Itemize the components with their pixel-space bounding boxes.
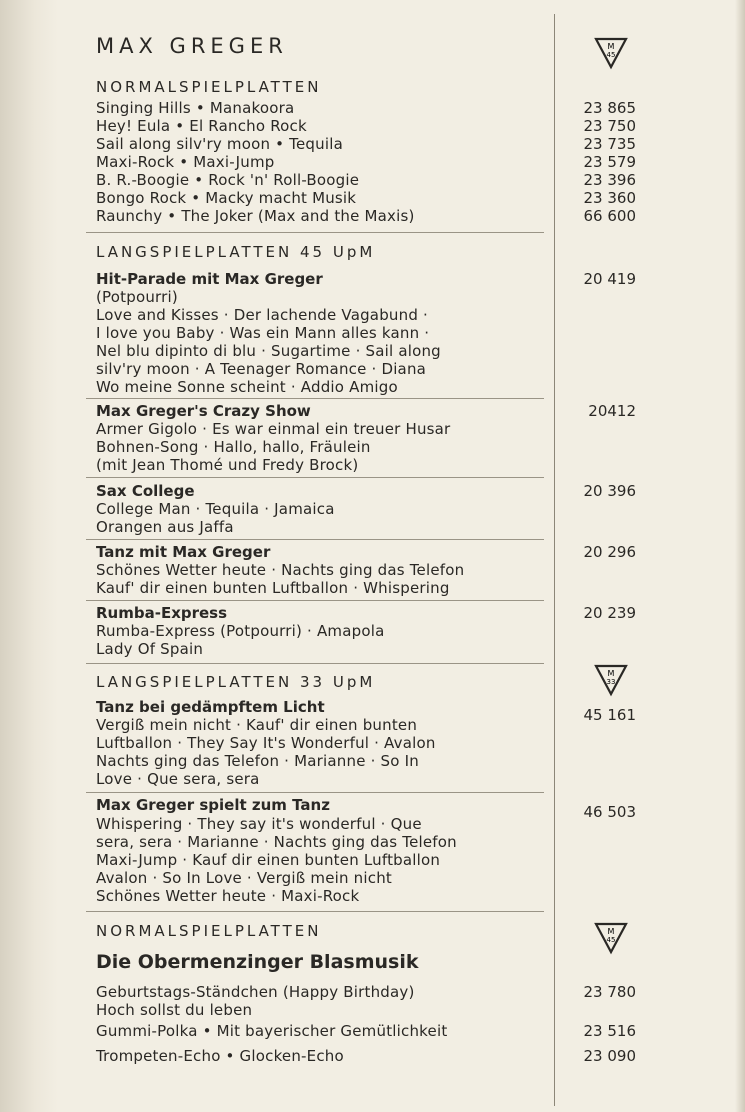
m33-logo-bottom: 33 xyxy=(606,678,616,686)
catalog-number: 66 600 xyxy=(583,207,636,225)
catalog-number: 23 735 xyxy=(583,135,636,153)
single-title: Raunchy • The Joker (Max and the Maxis) xyxy=(96,207,415,225)
separator xyxy=(86,477,544,478)
single-title: Hey! Eula • El Rancho Rock xyxy=(96,117,307,135)
catalog-number: 20 296 xyxy=(583,543,636,561)
album-track-line: sera, sera · Marianne · Nachts ging das Telefon xyxy=(96,833,457,851)
catalog-number: 23 865 xyxy=(583,99,636,117)
artist-heading: MAX GREGER xyxy=(96,34,288,58)
catalog-number: 23 090 xyxy=(583,1047,636,1065)
single-title: Singing Hills • Manakoora xyxy=(96,99,295,117)
album-track-line: Love and Kisses · Der lachende Vagabund · xyxy=(96,306,428,324)
album-track-line: Schönes Wetter heute · Nachts ging das Telefon xyxy=(96,561,465,579)
album-track-line: silv'ry moon · A Teenager Romance · Diana xyxy=(96,360,427,378)
album-track-line: Vergiß mein nicht · Kauf' dir einen bunten xyxy=(96,716,418,734)
m45-logo-top: M xyxy=(607,42,615,51)
album-track-line: Wo meine Sonne scheint · Addio Amigo xyxy=(96,378,398,396)
section2-heading: LANGSPIELPLATTEN 45 UpM xyxy=(96,243,376,261)
album-track-line: Avalon · So In Love · Vergiß mein nicht xyxy=(96,869,392,887)
album-track-line: Armer Gigolo · Es war einmal ein treuer Husar xyxy=(96,420,451,438)
album-title: Tanz mit Max Greger xyxy=(96,543,271,561)
album-track-line: I love you Baby · Was ein Mann alles kann · xyxy=(96,324,430,342)
paper-edge-left xyxy=(0,0,58,1112)
m33-logo-top: M xyxy=(607,669,615,678)
album-track-line: (mit Jean Thomé und Fredy Brock) xyxy=(96,456,359,474)
album-track-line: Orangen aus Jaffa xyxy=(96,518,234,536)
catalog-number: 23 750 xyxy=(583,117,636,135)
separator xyxy=(86,911,544,912)
separator xyxy=(86,600,544,601)
album-track-line: Maxi-Jump · Kauf dir einen bunten Luftballon xyxy=(96,851,441,869)
section3-heading: LANGSPIELPLATTEN 33 UpM xyxy=(96,673,376,691)
album-track-line: Kauf' dir einen bunten Luftballon · Whispering xyxy=(96,579,450,597)
section4-heading: NORMALSPIELPLATTEN xyxy=(96,922,322,940)
catalog-number: 20412 xyxy=(588,402,636,420)
catalog-number: 20 419 xyxy=(583,270,636,288)
m45-logo-bottom: 45 xyxy=(606,51,616,59)
single-title: Geburtstags-Ständchen (Happy Birthday) xyxy=(96,983,415,1001)
album-track-line: Rumba-Express (Potpourri) · Amapola xyxy=(96,622,385,640)
separator xyxy=(86,539,544,540)
album-title: Max Greger's Crazy Show xyxy=(96,402,311,420)
single-title: B. R.-Boogie • Rock 'n' Roll-Boogie xyxy=(96,171,360,189)
separator xyxy=(86,398,544,399)
album-track-line: Nel blu dipinto di blu · Sugartime · Sail along xyxy=(96,342,441,360)
separator xyxy=(86,232,544,233)
single-title: Sail along silv'ry moon • Tequila xyxy=(96,135,343,153)
single-title: Trompeten-Echo • Glocken-Echo xyxy=(96,1047,344,1065)
album-track-line: Whispering · They say it's wonderful · Que xyxy=(96,815,422,833)
album-track-line: Schönes Wetter heute · Maxi-Rock xyxy=(96,887,360,905)
catalog-number: 23 780 xyxy=(583,983,636,1001)
single-title: Maxi-Rock • Maxi-Jump xyxy=(96,153,275,171)
catalog-number: 23 516 xyxy=(583,1022,636,1040)
album-track-line: Nachts ging das Telefon · Marianne · So In xyxy=(96,752,419,770)
m33-logo-icon xyxy=(593,663,629,697)
catalog-number: 46 503 xyxy=(583,803,636,821)
catalog-number: 45 161 xyxy=(583,706,636,724)
separator xyxy=(86,792,544,793)
album-title: Rumba-Express xyxy=(96,604,228,622)
album-track-line: Luftballon · They Say It's Wonderful · Avalon xyxy=(96,734,436,752)
section1-heading: NORMALSPIELPLATTEN xyxy=(96,78,322,96)
separator xyxy=(86,663,544,664)
album-title: Max Greger spielt zum Tanz xyxy=(96,796,330,814)
catalog-number: 23 360 xyxy=(583,189,636,207)
album-title: Hit-Parade mit Max Greger xyxy=(96,270,323,288)
catalog-number: 20 239 xyxy=(583,604,636,622)
m45-logo-icon-2 xyxy=(593,921,629,955)
catalog-number: 20 396 xyxy=(583,482,636,500)
m45-logo-bottom-2: 45 xyxy=(606,936,616,944)
catalog-number: 23 396 xyxy=(583,171,636,189)
m45-logo-top-2: M xyxy=(607,927,615,936)
album-track-line: College Man · Tequila · Jamaica xyxy=(96,500,335,518)
album-track-line: (Potpourri) xyxy=(96,288,178,306)
paper-edge-right xyxy=(735,0,745,1112)
album-title: Sax College xyxy=(96,482,195,500)
single-title: Gummi-Polka • Mit bayerischer Gemütlichkeit xyxy=(96,1022,448,1040)
album-track-line: Love · Que sera, sera xyxy=(96,770,260,788)
single-title: Bongo Rock • Macky macht Musik xyxy=(96,189,357,207)
album-title: Tanz bei gedämpftem Licht xyxy=(96,698,325,716)
catalog-number: 23 579 xyxy=(583,153,636,171)
section4-artist: Die Obermenzinger Blasmusik xyxy=(96,951,419,973)
album-track-line: Bohnen-Song · Hallo, hallo, Fräulein xyxy=(96,438,371,456)
album-track-line: Lady Of Spain xyxy=(96,640,204,658)
m45-logo-icon xyxy=(593,36,629,70)
single-title: Hoch sollst du leben xyxy=(96,1001,253,1019)
